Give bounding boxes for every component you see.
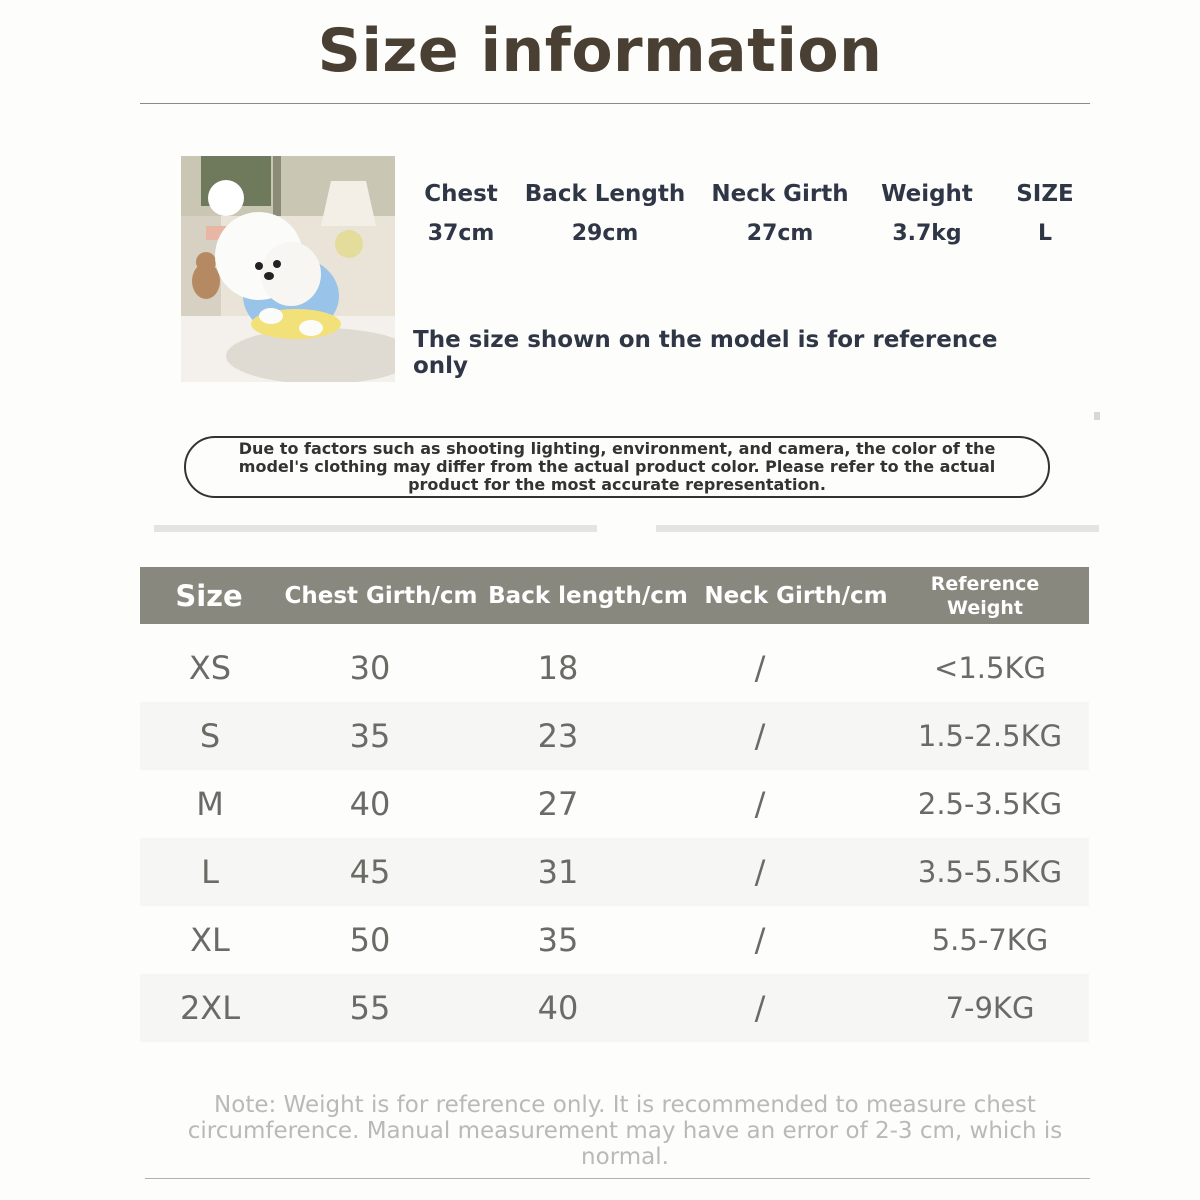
- cell-back: 35: [537, 921, 579, 959]
- header-neck-girth: Neck Girth/cm: [704, 582, 888, 609]
- cell-chest: 40: [349, 785, 391, 823]
- size-table-header: [140, 567, 1089, 624]
- model-size-label: SIZE: [1016, 181, 1074, 207]
- model-weight-value: 3.7kg: [892, 221, 962, 246]
- table-row: [140, 838, 1089, 906]
- cell-size: 2XL: [179, 989, 241, 1027]
- cell-back: 31: [537, 853, 579, 891]
- table-row: [140, 702, 1089, 770]
- model-weight: [868, 178, 986, 250]
- table-row: [140, 906, 1089, 974]
- color-disclaimer-text: Due to factors such as shooting lighting, environment, and camera, the color of the model's clothing may differ from the actual product color. Please refer to the actual product for the most accurate representation.: [238, 439, 996, 494]
- cell-neck: /: [754, 921, 766, 959]
- section-divider-right: [656, 525, 1099, 532]
- cell-neck: /: [754, 649, 766, 687]
- table-row: [140, 974, 1089, 1042]
- cell-size: M: [196, 785, 224, 823]
- header-chest-girth: Chest Girth/cm: [284, 582, 478, 609]
- cell-back: 18: [537, 649, 579, 687]
- model-size-value: L: [1037, 221, 1053, 246]
- cell-weight: 5.5-7KG: [931, 923, 1049, 957]
- model-neck-girth: [702, 178, 858, 250]
- cell-weight: <1.5KG: [934, 651, 1046, 685]
- cell-size: XL: [190, 921, 230, 959]
- bottom-divider: [145, 1178, 1090, 1179]
- cell-weight: 3.5-5.5KG: [917, 855, 1063, 889]
- cell-weight: 2.5-3.5KG: [917, 787, 1063, 821]
- color-disclaimer-box: [184, 436, 1050, 498]
- model-back-length-label: Back Length: [524, 181, 686, 207]
- section-divider-left: [154, 525, 597, 532]
- header-reference-weight: Reference Weight: [930, 572, 1040, 619]
- cell-chest: 35: [349, 717, 391, 755]
- cell-neck: /: [754, 717, 766, 755]
- title-divider: [140, 103, 1090, 104]
- cell-neck: /: [754, 785, 766, 823]
- header-back-length: Back length/cm: [488, 582, 688, 609]
- table-row: [140, 770, 1089, 838]
- model-reference-note: The size shown on the model is for reference only: [413, 327, 998, 379]
- measurement-footnote: Note: Weight is for reference only. It is recommended to measure chest circumference. Manual measurement may have an error of 2-3 cm, which is normal.: [187, 1092, 1063, 1170]
- cell-chest: 55: [349, 989, 391, 1027]
- model-back-length-value: 29cm: [571, 221, 639, 246]
- cell-chest: 50: [349, 921, 391, 959]
- model-chest-value: 37cm: [427, 221, 495, 246]
- model-neck-girth-label: Neck Girth: [711, 181, 849, 207]
- cell-back: 23: [537, 717, 579, 755]
- cell-back: 27: [537, 785, 579, 823]
- model-chest-label: Chest: [424, 181, 498, 207]
- cell-weight: 1.5-2.5KG: [917, 719, 1063, 753]
- cell-size: XS: [188, 649, 232, 687]
- model-neck-girth-value: 27cm: [746, 221, 814, 246]
- cell-chest: 30: [349, 649, 391, 687]
- cell-back: 40: [537, 989, 579, 1027]
- model-chest: [412, 178, 510, 250]
- model-dog-photo: [181, 156, 395, 382]
- model-size: [1004, 178, 1086, 250]
- cell-size: S: [199, 717, 221, 755]
- model-back-length: [522, 178, 688, 250]
- page-title: Size information: [317, 16, 883, 86]
- cell-chest: 45: [349, 853, 391, 891]
- cell-weight: 7-9KG: [945, 991, 1035, 1025]
- cell-neck: /: [754, 853, 766, 891]
- model-weight-label: Weight: [881, 181, 973, 207]
- table-row: [140, 634, 1089, 702]
- decorative-mark: [1094, 412, 1100, 420]
- cell-size: L: [201, 853, 219, 891]
- cell-neck: /: [754, 989, 766, 1027]
- header-size: Size: [175, 578, 243, 613]
